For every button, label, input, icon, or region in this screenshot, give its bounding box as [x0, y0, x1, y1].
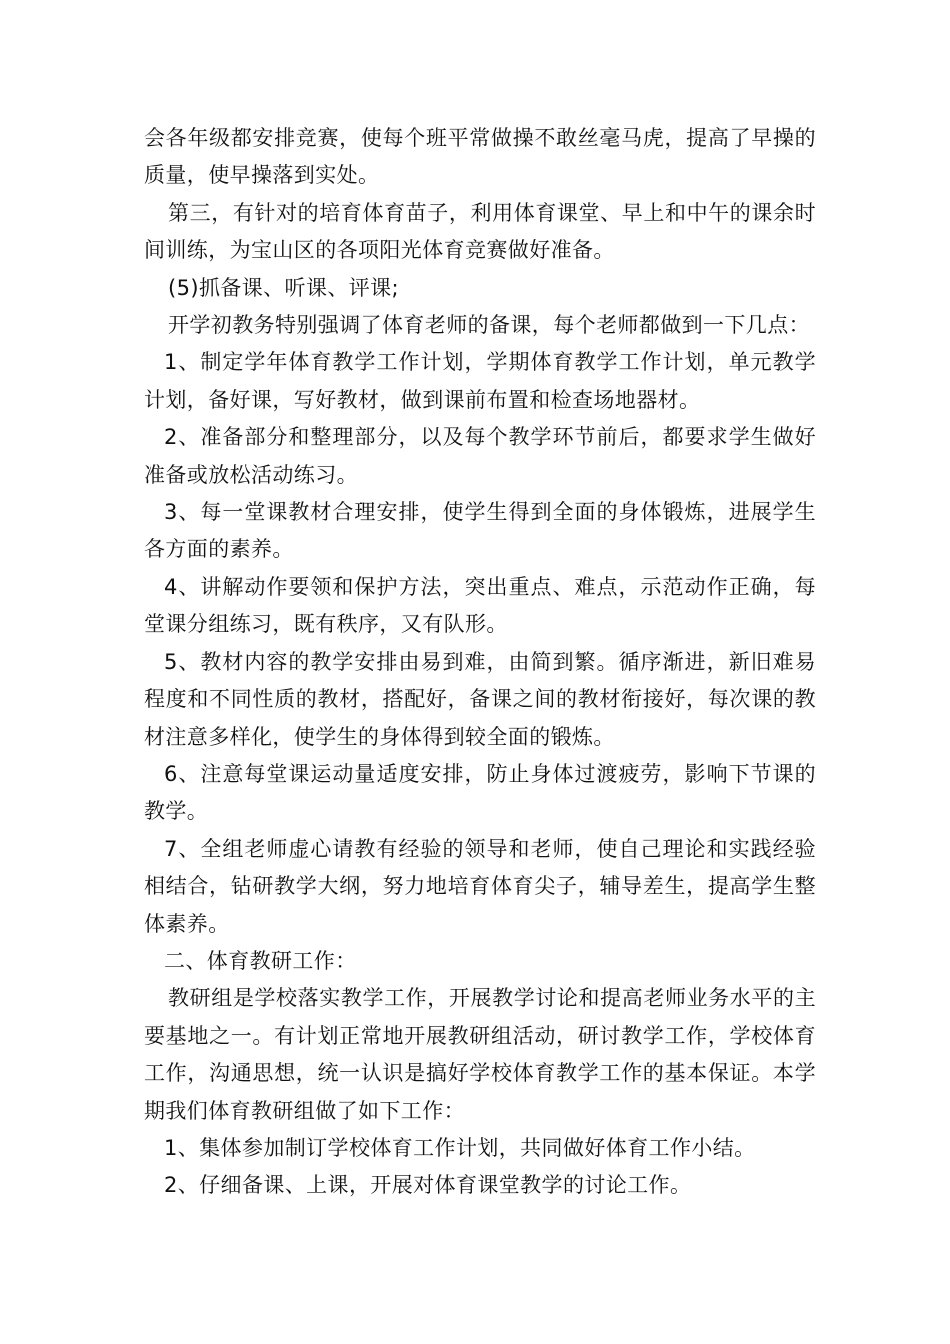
list-item-3: 3、每一堂课教材合理安排，使学生得到全面的身体锻炼，进展学生各方面的素养。	[144, 500, 816, 562]
paragraph-intro-prep: 开学初教务特别强调了体育老师的备课，每个老师都做到一下几点：	[168, 313, 810, 338]
list-item-2: 2、准备部分和整理部分，以及每个教学环节前后，都要求学生做好准备或放松活动练习。	[144, 425, 816, 487]
research-list-item-1: 1、集体参加制订学校体育工作计划，共同做好体育工作小结。	[164, 1135, 756, 1160]
paragraph-research-group: 教研组是学校落实教学工作，开展教学讨论和提高老师业务水平的主要基地之一。有计划正常地开展教研组活动，研讨教学工作，学校体育工作，沟通思想，统一认识是搞好学校体育教学工作的基本保证。本学期我们体育教研组做了如下工作：	[144, 986, 816, 1123]
list-item-6: 6、注意每堂课运动量适度安排，防止身体过渡疲劳，影响下节课的教学。	[144, 761, 816, 824]
list-item-5: 5、教材内容的教学安排由易到难，由简到繁。循序渐进，新旧难易程度和不同性质的教材，搭配好，备课之间的教材衔接好，每次课的教材注意多样化，使学生的身体得到较全面的锻炼。	[144, 649, 816, 749]
list-item-4: 4、讲解动作要领和保护方法，突出重点、难点，示范动作正确，每堂课分组练习，既有秩序，又有队形。	[144, 574, 816, 637]
paragraph-third-point: 第三，有针对的培育体育苗子，利用体育课堂、早上和中午的课余时间训练，为宝山区的各项阳光体育竞赛做好准备。	[144, 200, 816, 263]
paragraph-continuation: 会各年级都安排竞赛，使每个班平常做操不敢丝毫马虎，提高了早操的质量，使早操落到实处。	[144, 126, 816, 188]
list-item-1: 1、制定学年体育教学工作计划，学期体育教学工作计划，单元教学计划，备好课，写好教材，做到课前布置和检查场地器材。	[144, 350, 816, 412]
research-list-item-2: 2、仔细备课、上课，开展对体育课堂教学的讨论工作。	[164, 1173, 692, 1198]
document-body	[144, 120, 816, 1205]
list-item-7: 7、全组老师虚心请教有经验的领导和老师，使自己理论和实践经验相结合，钻研教学大纲，努力地培育体育尖子，辅导差生，提高学生整体素养。	[144, 836, 816, 936]
section-heading-teaching-research: 二、体育教研工作：	[164, 948, 357, 973]
section-heading-lesson-prep: (5)抓备课、听课、评课;	[168, 275, 400, 300]
